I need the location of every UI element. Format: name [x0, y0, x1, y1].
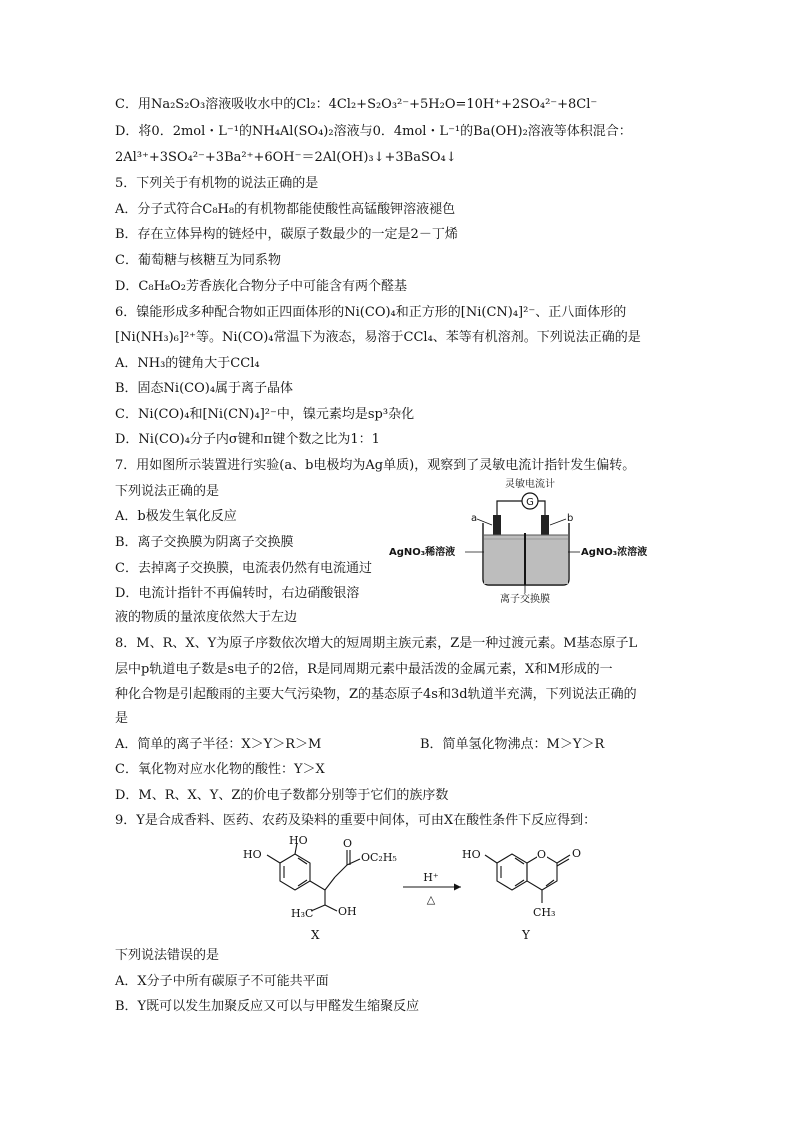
x-hydroxyl: OH [338, 905, 357, 918]
q7-option-d-1: D．电流计指针不再偏转时，右边硝酸银溶 [115, 586, 360, 601]
q8-option-b: B．简单氢化物沸点：M＞Y＞R [420, 737, 605, 752]
electrode-a-label: a [471, 513, 478, 524]
condition-acid: H⁺ [423, 871, 439, 884]
right-solution-label: AgNO₃浓溶液 [581, 547, 648, 558]
q8-option-c: C．氧化物对应水化物的酸性：Y＞X [115, 762, 325, 777]
line-d-mixing: D．将0．2mol・L⁻¹的NH₄Al(SO₄)₂溶液与0．4mol・L⁻¹的Ba(OH)₂溶液等体积混合： [115, 124, 632, 139]
x-ho-2: HO [289, 835, 308, 847]
q9-option-b: B．Y既可以发生加聚反应又可以与甲醛发生缩聚反应 [115, 999, 420, 1014]
question-8-stem-1: 8．M、R、X、Y为原子序数依次增大的短周期主族元素，Z是一种过渡元素。M基态原子L [115, 636, 638, 651]
x-carbonyl-o: O [343, 837, 353, 850]
q7-option-a: A．b极发生氧化反应 [115, 509, 237, 524]
left-solution-label: AgNO₃稀溶液 [389, 547, 456, 558]
x-ho-1: HO [243, 848, 262, 861]
question-8-stem-2: 层中p轨道电子数是s电子的2倍，R是同周期元素中最活泼的金属元素，X和M形成的一 [115, 662, 613, 677]
q7-option-b: B．离子交换膜为阴离子交换膜 [115, 535, 294, 550]
question-6-stem-2: [Ni(NH₃)₆]²⁺等。Ni(CO)₄常温下为液态，易溶于CCl₄、苯等有机溶剂。下列说法正确的是 [115, 330, 641, 345]
reaction-scheme [235, 835, 615, 945]
q5-option-b: B．存在立体异构的链烃中，碳原子数最少的一定是2－丁烯 [115, 227, 458, 242]
q6-option-c: C．Ni(CO)₄和[Ni(CN)₄]²⁻中，镍元素均是sp³杂化 [115, 407, 415, 422]
galvanometer-title: 灵敏电流计 [505, 479, 555, 490]
y-carbonyl-o: O [572, 847, 582, 860]
line-c-na2s2o3: C．用Na₂S₂O₃溶液吸收水中的Cl₂：4Cl₂+S₂O₃²⁻+5H₂O=10H⁺+2SO₄²⁻+8Cl⁻ [115, 97, 598, 112]
galvanic-cell-diagram [385, 475, 675, 605]
q6-option-b: B．固态Ni(CO)₄属于离子晶体 [115, 381, 294, 396]
question-7-stem-1: 7．用如图所示装置进行实验(a、b电极均为Ag单质)，观察到了灵敏电流计指针发生偏转。 [115, 458, 636, 473]
q5-option-c: C．葡萄糖与核糖互为同系物 [115, 253, 281, 268]
x-methyl: H₃C [291, 907, 314, 920]
question-9-stem: 9．Y是合成香料、医药、农药及染料的重要中间体，可由X在酸性条件下反应得到： [115, 813, 597, 828]
q9-prompt: 下列说法错误的是 [115, 948, 220, 963]
y-methyl: CH₃ [533, 906, 556, 919]
line-d-equation: 2Al³⁺+3SO₄²⁻+3Ba²⁺+6OH⁻＝2Al(OH)₃↓+3BaSO₄↓ [115, 150, 457, 165]
q8-option-d: D．M、R、X、Y、Z的价电子数都分别等于它们的族序数 [115, 788, 449, 803]
q7-option-c: C．去掉离子交换膜，电流表仍然有电流通过 [115, 561, 372, 576]
y-ring-oxygen: O [537, 848, 547, 861]
molecule-x-label: X [311, 928, 320, 942]
question-8-stem-3: 种化合物是引起酸雨的主要大气污染物，Z的基态原子4s和3d轨道半充满，下列说法正确的 [115, 687, 637, 702]
molecule-x [267, 843, 360, 911]
molecule-y [485, 854, 570, 903]
q6-option-d: D．Ni(CO)₄分子内σ键和π键个数之比为1：1 [115, 432, 380, 447]
x-ester: OC₂H₅ [361, 851, 397, 864]
q5-option-a: A．分子式符合C₈H₈的有机物都能使酸性高锰酸钾溶液褪色 [115, 202, 456, 217]
electrode-b-label: b [567, 513, 574, 524]
question-7-stem-2: 下列说法正确的是 [115, 484, 220, 499]
question-6-stem-1: 6．镍能形成多种配合物如正四面体形的Ni(CO)₄和正方形的[Ni(CN)₄]²⁻、正八面体形的 [115, 305, 627, 320]
q8-option-a: A．简单的离子半径：X＞Y＞R＞M [115, 737, 322, 752]
molecule-y-label: Y [522, 928, 530, 942]
q5-option-d: D．C₈H₈O₂芳香族化合物分子中可能含有两个醛基 [115, 279, 407, 294]
q6-option-a: A．NH₃的键角大于CCl₄ [115, 356, 260, 371]
condition-heat: △ [426, 893, 436, 906]
question-5-stem: 5．下列关于有机物的说法正确的是 [115, 176, 319, 191]
question-8-stem-4: 是 [115, 711, 129, 726]
y-ho: HO [462, 848, 481, 861]
membrane-label: 离子交换膜 [500, 594, 550, 605]
q9-option-a: A．X分子中所有碳原子不可能共平面 [115, 974, 329, 989]
q7-option-d-2: 液的物质的量浓度依然大于左边 [115, 610, 298, 625]
galvanometer-symbol: G [526, 497, 534, 508]
